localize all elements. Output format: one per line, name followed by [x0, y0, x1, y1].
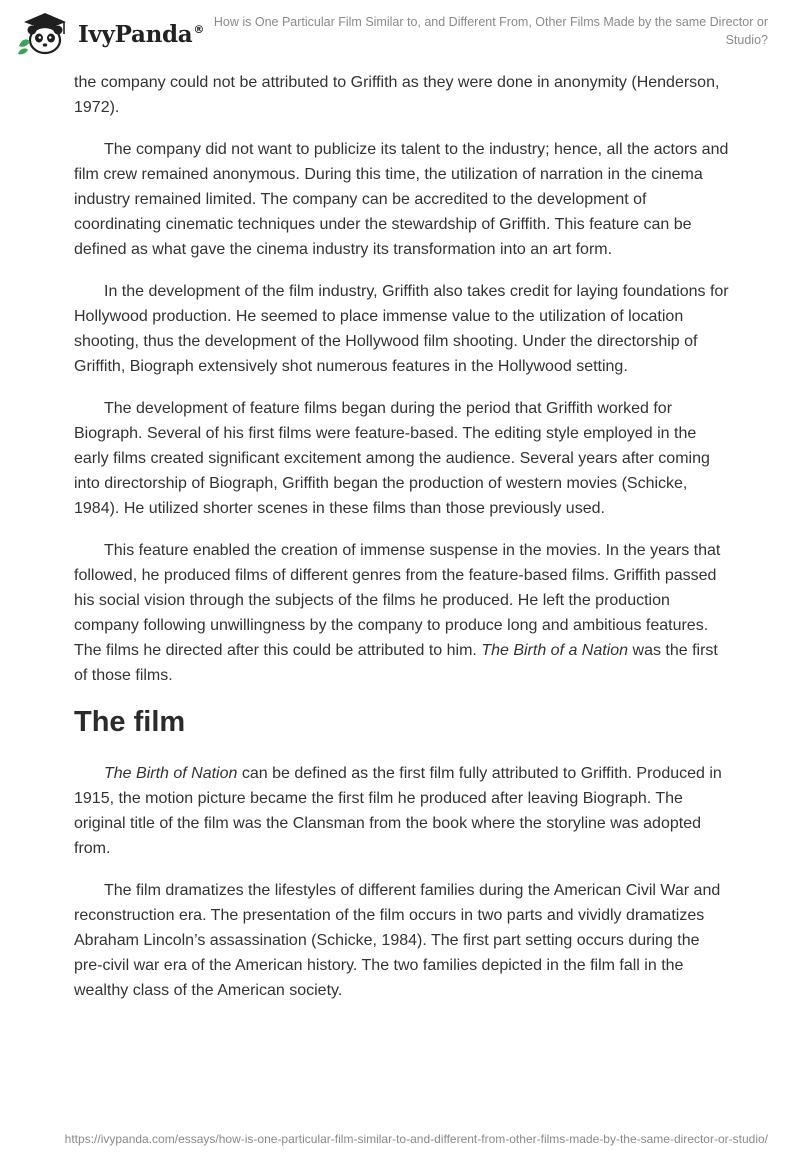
registered-mark: ® [193, 22, 205, 36]
ivypanda-logo[interactable] [16, 8, 204, 56]
page-header [0, 0, 800, 66]
paragraph: The film dramatizes the lifestyles of different families during the American Civil War and reconstruction era. The presentation of the film occurs in two parts and vividly dramatizes Abraham Lincoln’s assassination (Schicke, 1984). The first part setting occurs during the pre-civil war era of the American history. The two families depicted in the film fall in the wealthy class of the American society. [74, 882, 721, 999]
panda-graduate-icon [16, 8, 74, 56]
paragraph [74, 538, 730, 688]
film-title: The Birth of a Nation [481, 642, 629, 659]
brand-text: IvyPanda [78, 20, 193, 48]
section-heading: The film [74, 706, 186, 738]
essay-body [74, 70, 730, 1020]
paragraph [74, 761, 730, 861]
paragraph-text: can be defined as the first film fully attributed to Griffith. Produced in 1915, the motion picture became the first film he produced after leaving Biograph. The original title of the film was the Clansman from the book where the storyline was adopted from. [74, 765, 722, 857]
paragraph-text: was the first of those films. [74, 642, 718, 684]
paragraph: In the development of the film industry, Griffith also takes credit for laying foundations for Hollywood production. He seemed to place immense value to the utilization of location shooting, thus the development of the Hollywood film shooting. Under the directorship of Griffith, Biograph extensively shot numerous features in the Hollywood setting. [74, 283, 729, 375]
paragraph: the company could not be attributed to Griffith as they were done in anonymity (Henderson, 1972). [74, 74, 720, 116]
source-url[interactable]: https://ivypanda.com/essays/how-is-one-particular-film-similar-to-and-different-from-other-films-made-by-the-same-director-or-studio/ [64, 1132, 768, 1146]
brand-name [78, 21, 204, 48]
paragraph: The development of feature films began during the period that Griffith worked for Biograph. Several of his first films were feature-based. The editing style employed in the early films created significant excitement among the audience. Several years after coming into directorship of Biograph, Griffith began the production of western movies (Schicke, 1984). He utilized shorter scenes in these films than those previously used. [74, 400, 710, 517]
paragraph: The company did not want to publicize its talent to the industry; hence, all the actors and film crew remained anonymous. During this time, the utilization of narration in the cinema industry remained limited. The company can be accredited to the development of coordinating cinematic techniques under the stewardship of Griffith. This feature can be defined as what gave the cinema industry its transformation into an art form. [74, 141, 729, 258]
document-title: How is One Particular Film Similar to, and Different From, Other Films Made by the same Director or Studio? [213, 15, 768, 47]
film-title: The Birth of Nation [104, 765, 238, 782]
paragraph-text: This feature enabled the creation of immense suspense in the movies. In the years that followed, he produced films of different genres from the feature-based films. Griffith passed his social vision through the subjects of the films he produced. He left the production company following unwillingness by the company to produce long and ambitious features. The films he directed after this could be attributed to him. [74, 542, 721, 659]
